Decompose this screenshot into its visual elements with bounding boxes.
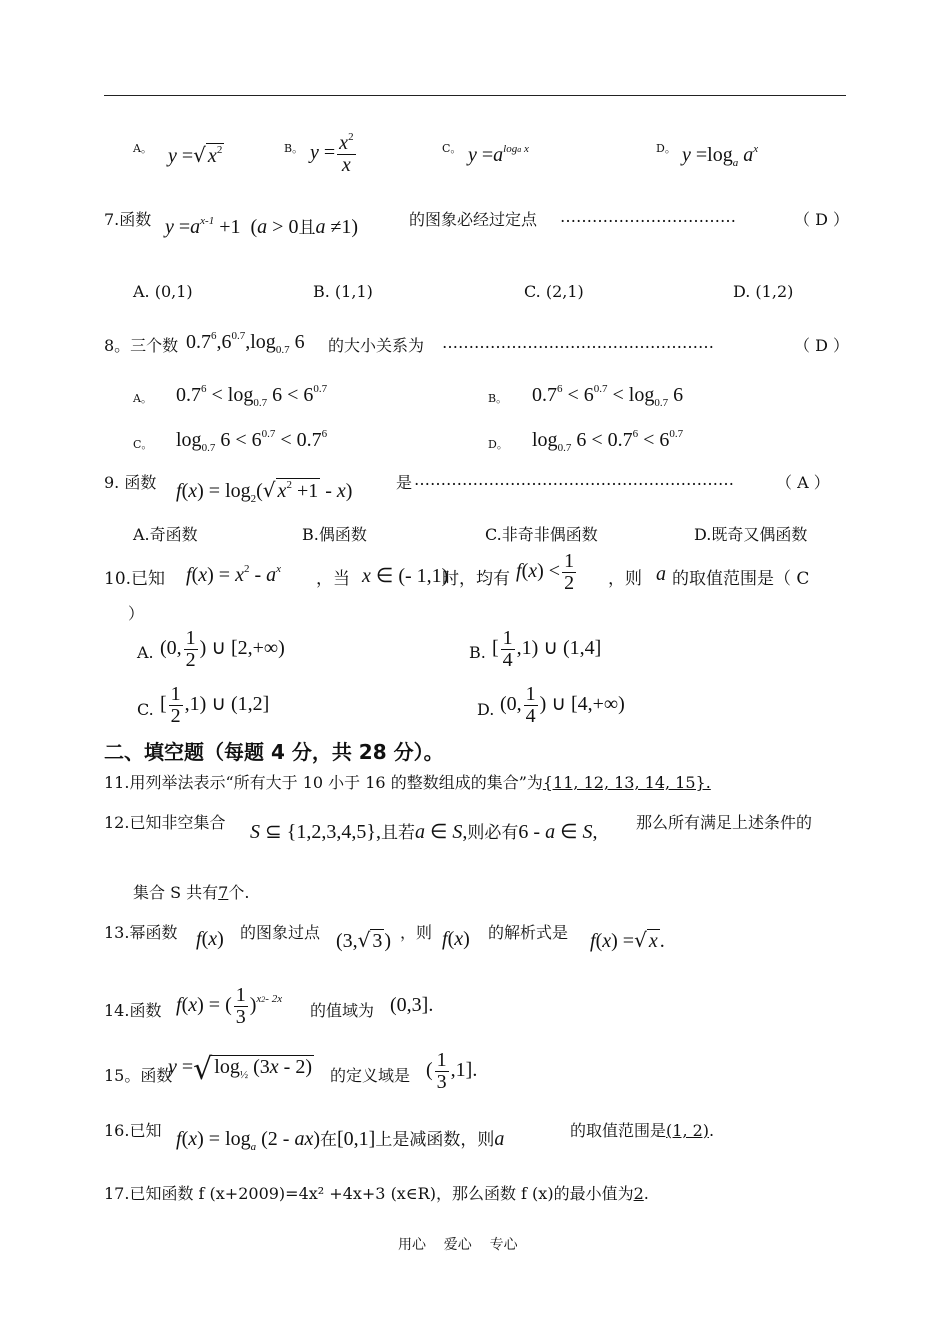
q13-text: 13.幂函数 (104, 923, 178, 942)
q13-answer: f(x) =√ x . (590, 928, 665, 952)
q13-fx2: f(x) (442, 928, 470, 950)
q7-formula: $y =a^{x-1} +1$ (a > 0且a ≠1) (165, 215, 359, 238)
q8-option-a-formula: $0.7^6 < \log_{0.7} 6 < 6^{0.7}$ (176, 383, 328, 409)
q14-answer: (0,3]. (390, 994, 434, 1016)
q6-option-a-formula: y =√ $x^2$ (168, 143, 223, 167)
q8-tail: 的大小关系为 (328, 336, 425, 355)
section-title: 二、填空题（每题 4 分，共 28 分）。 (104, 740, 444, 764)
q13-point: (3,√ 3 ) (336, 928, 392, 952)
q8-option-c-label: C。 (133, 438, 153, 451)
q9-tail: 是 (396, 473, 413, 492)
q10-mid3: ，则 (608, 569, 642, 589)
q7-tail: 的图象必经过定点 (409, 210, 538, 229)
q9-option-b: B.偶函数 (302, 525, 367, 544)
q10-option-b-formula: [ $\frac{1}{4}$ ,1) ∪ (1,4] (492, 627, 602, 671)
q10-option-c-label: C. (137, 700, 154, 719)
q6-option-d-label: D。 (656, 142, 676, 155)
q12-answer: 7 (218, 883, 229, 902)
q17-text: 17.已知函数 f (x+2009)=4x² +4x+3 (x∈R)，那么函数 f (x)的最小值为2. (104, 1184, 649, 1203)
q10-formula-f: $f(x) = x^2 - a^x$ (186, 563, 282, 586)
q6-option-a-label: A。 (133, 142, 152, 155)
q10-option-d-label: D. (477, 700, 495, 719)
q8-option-b-label: B。 (488, 392, 508, 405)
q8-option-b-formula: $0.7^6 < 6^{0.7} < \log_{0.7} 6$ (532, 383, 684, 409)
q9-option-a: A.奇函数 (133, 525, 198, 544)
q8-option-a-label: A。 (133, 392, 152, 405)
q10-mid2: 时，均有 (442, 569, 510, 589)
q8-dots: …………………………………………… (442, 333, 714, 352)
q7-text: 7.函数 (104, 210, 152, 229)
q7-option-b: B. (1,1) (313, 282, 373, 301)
q7-option-d: D. (1,2) (733, 282, 794, 301)
q9-option-d: D.既奇又偶函数 (694, 525, 808, 544)
q12-line2: 集合 S 共有7个. (133, 883, 250, 902)
q10-ineq: f(x) < $\frac{1}{2}$ (516, 550, 575, 594)
q9-text: 9. 函数 (104, 473, 157, 492)
q6-option-b-label: B。 (284, 142, 304, 155)
q15-text: 15。函数 (104, 1066, 173, 1085)
q13-mid2: ，则 (400, 923, 433, 942)
q8-formula: $0.7^6,6^{0.7},\log_{0.7}$ 6 (186, 330, 305, 356)
q6-option-d-formula: $y =\log_a$ $a^x$ (682, 143, 759, 169)
page-footer: 用心 爱心 专心 (398, 1237, 518, 1253)
q12-formula: S ⊆ {1,2,3,4,5},且若a ∈ S,则必有6 - a ∈ S, (250, 821, 598, 843)
q17-answer: 2 (633, 1184, 644, 1203)
q9-formula: $f(x) = \log_2(√$ $x^2 +1 - x$) (176, 478, 353, 505)
q16-tail: 的取值范围是(1, 2). (570, 1121, 715, 1140)
q12-text: 12.已知非空集合 (104, 813, 226, 832)
q8-option-d-formula: $\log_{0.7} 6 < 0.7^6 < 6^{0.7}$ (532, 428, 684, 454)
q14-mid: 的值域为 (310, 1001, 375, 1020)
q11-answer: {11, 12, 13, 14, 15}. (542, 773, 711, 792)
q10-tail: 的取值范围是（ C (672, 569, 810, 589)
q13-mid3: 的解析式是 (488, 923, 569, 942)
q6-option-c-label: C。 (442, 142, 462, 155)
q10-text: 10.已知 (104, 569, 166, 589)
q8-option-c-formula: $\log_{0.7} 6 < 6^{0.7} < 0.7^6$ (176, 428, 328, 454)
q10-var-a: a (656, 563, 666, 585)
q9-option-c: C.非奇非偶函数 (485, 525, 598, 544)
q12-tail: 那么所有满足上述条件的 (636, 813, 813, 832)
q8-option-d-label: D。 (488, 438, 508, 451)
q13-mid1: 的图象过点 (240, 923, 321, 942)
q16-text: 16.已知 (104, 1121, 162, 1140)
q10-option-a-formula: (0, $\frac{1}{2}$ ) ∪ [2,+∞) (160, 627, 285, 671)
q7-answer: （ D ） (794, 210, 850, 229)
q9-dots: …………………………………………………… (414, 470, 734, 489)
q10-option-d-formula: (0, $\frac{1}{4}$ ) ∪ [4,+∞) (500, 683, 625, 727)
q15-answer: ( $\frac{1}{3}$ ,1]. (426, 1049, 478, 1093)
header-rule (104, 95, 846, 96)
q8-answer: （ D ） (794, 336, 850, 355)
q7-option-c: C. (2,1) (524, 282, 584, 301)
q16-formula: $f(x) = \log_a (2 - ax)$在[0,1]上是减函数，则a (176, 1128, 505, 1153)
q13-fx: f(x) (196, 928, 224, 950)
q15-formula: y =√ $\log_{\frac{1}{2}} (3x - 2)$ (168, 1052, 312, 1087)
q11-text: 11.用列举法表示“所有大于 10 小于 16 的整数组成的集合”为{11, 12, 13, 14, 15}. (104, 773, 711, 792)
q9-answer: （ A ） (776, 473, 830, 492)
q14-formula: f(x) = ( $\frac{1}{3}$ )$^{x2- 2x}$ (176, 984, 283, 1028)
q10-mid1: ，当 (316, 569, 350, 589)
q6-option-c-formula: $y =a^{loga x}$ (468, 143, 529, 166)
q10-close: ） (128, 604, 145, 623)
q7-dots: …………………………… (560, 207, 736, 226)
q16-answer: (1, 2) (666, 1121, 710, 1140)
q10-domain: x ∈ (- 1,1) (362, 565, 449, 587)
q10-option-b-label: B. (469, 643, 486, 662)
q8-text: 8。三个数 (104, 336, 179, 355)
q14-text: 14.函数 (104, 1001, 162, 1020)
q10-option-a-label: A. (137, 643, 154, 662)
q15-mid: 的定义域是 (330, 1066, 411, 1085)
q7-option-a: A. (0,1) (133, 282, 193, 301)
q6-option-b-formula: y = $\frac{x^2}{x}$ (310, 131, 354, 176)
q10-option-c-formula: [ $\frac{1}{2}$ ,1) ∪ (1,2] (160, 683, 270, 727)
